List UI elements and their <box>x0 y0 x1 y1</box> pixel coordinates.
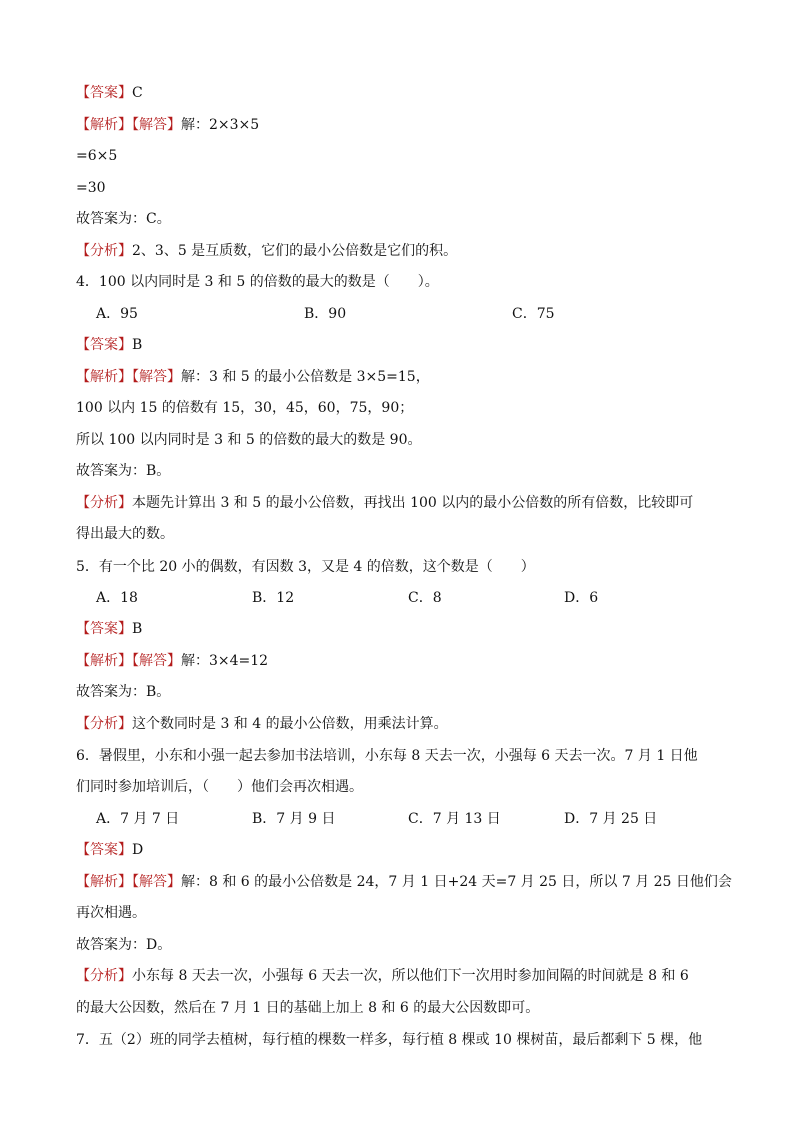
q6-options <box>76 804 726 836</box>
q4-solution-text-1: 解：3 和 5 的最小公倍数是 3×5=15， <box>181 368 430 385</box>
q6-analysis-line-1 <box>76 961 726 993</box>
q5-answer-line <box>76 614 726 646</box>
analysis-solution-tag: 【解析】【解答】 <box>76 873 181 890</box>
q4-option-b: B．90 <box>304 305 347 322</box>
answer-tag: 【答案】 <box>76 621 132 637</box>
q4-answer-line <box>76 330 726 362</box>
q5-answer: B <box>132 621 143 637</box>
analysis-solution-tag: 【解析】【解答】 <box>76 368 181 385</box>
analysis-solution-tag: 【解析】【解答】 <box>76 116 181 133</box>
q6-solution-line-1 <box>76 867 732 899</box>
q5-solution-line-1 <box>76 646 726 678</box>
q6-stem-line-2: 们同时参加培训后，（ ）他们会再次相遇。 <box>76 779 363 795</box>
analysis-tag: 【分析】 <box>76 715 132 732</box>
q4-option-c: C．75 <box>512 305 555 322</box>
q4-solution-line-3: 所以 100 以内同时是 3 和 5 的倍数的最大的数是 90。 <box>76 431 422 448</box>
q5-option-a: A．18 <box>96 589 138 606</box>
q5-option-c: C．8 <box>408 589 442 606</box>
q4-option-a: A．95 <box>96 305 138 322</box>
q5-solution-text-1: 解：3×4=12 <box>181 652 269 669</box>
q6-option-c: C．7 月 13 日 <box>408 810 501 827</box>
q5-option-d: D．6 <box>564 589 599 606</box>
q6-option-b: B．7 月 9 日 <box>252 810 336 827</box>
q3-analysis-text: 2、3、5 是互质数，它们的最小公倍数是它们的积。 <box>132 242 458 259</box>
answer-tag: 【答案】 <box>76 842 132 858</box>
q4-solution-line-2: 100 以内 15 的倍数有 15，30，45，60，75，90； <box>76 400 414 416</box>
q3-conclusion: 故答案为：C。 <box>76 211 171 227</box>
q3-answer-line <box>76 78 726 110</box>
q4-options <box>76 299 726 331</box>
document-page <box>76 78 732 1056</box>
q5-stem: 5．有一个比 20 小的偶数，有因数 3，又是 4 的倍数，这个数是（ ） <box>76 558 535 575</box>
q5-conclusion: 故答案为：B。 <box>76 684 171 700</box>
q4-stem: 4．100 以内同时是 3 和 5 的倍数的最大的数是（ ）。 <box>76 274 439 290</box>
answer-tag: 【答案】 <box>76 337 132 353</box>
q6-conclusion: 故答案为：D。 <box>76 936 172 953</box>
q3-answer: C <box>132 85 143 101</box>
q3-solution-line-1 <box>76 110 726 142</box>
analysis-tag: 【分析】 <box>76 968 132 984</box>
q4-analysis-line-1 <box>76 488 726 520</box>
answer-tag: 【答案】 <box>76 85 132 101</box>
q6-solution-text-1: 解：8 和 6 的最小公倍数是 24，7 月 1 日+24 天=7 月 25 日，所以 7 月 25 日他们会 <box>181 873 732 890</box>
q4-analysis-line-2: 得出最大的数。 <box>76 526 174 542</box>
analysis-tag: 【分析】 <box>76 242 132 259</box>
q6-option-d: D．7 月 25 日 <box>564 810 658 827</box>
q3-solution-line-3: =30 <box>76 179 106 196</box>
q4-solution-line-1 <box>76 362 726 394</box>
q5-option-b: B．12 <box>252 589 295 606</box>
q6-analysis-line-2: 的最大公因数，然后在 7 月 1 日的基础上加上 8 和 6 的最大公因数即可。 <box>76 999 540 1016</box>
q3-solution-text-1: 解：2×3×5 <box>181 116 260 133</box>
q6-stem-line-1: 6．暑假里，小东和小强一起去参加书法培训，小东每 8 天去一次，小强每 6 天去一次。7 月 1 日他 <box>76 748 698 764</box>
q4-analysis-text-1: 本题先计算出 3 和 5 的最小公倍数，再找出 100 以内的最小公倍数的所有倍数，比较即可 <box>132 494 694 511</box>
q3-solution-line-2: =6×5 <box>76 148 118 164</box>
analysis-tag: 【分析】 <box>76 494 132 511</box>
q5-analysis-line <box>76 709 726 741</box>
q6-analysis-text-1: 小东每 8 天去一次，小强每 6 天去一次，所以他们下一次用时参加间隔的时间就是 8 和 6 <box>132 968 689 984</box>
analysis-solution-tag: 【解析】【解答】 <box>76 652 181 669</box>
q6-answer: D <box>132 842 144 858</box>
q6-option-a: A．7 月 7 日 <box>96 810 180 827</box>
q6-solution-line-2: 再次相遇。 <box>76 905 146 921</box>
q6-answer-line <box>76 835 726 867</box>
q4-conclusion: 故答案为：B。 <box>76 463 171 479</box>
q7-stem-line-1: 7．五（2）班的同学去植树，每行植的棵数一样多，每行植 8 棵或 10 棵树苗，最后都剩下 5 棵，他 <box>76 1032 703 1048</box>
q4-answer: B <box>132 337 143 353</box>
q5-options <box>76 583 726 615</box>
q3-analysis-line <box>76 236 726 268</box>
q5-analysis-text: 这个数同时是 3 和 4 的最小公倍数，用乘法计算。 <box>132 715 448 732</box>
